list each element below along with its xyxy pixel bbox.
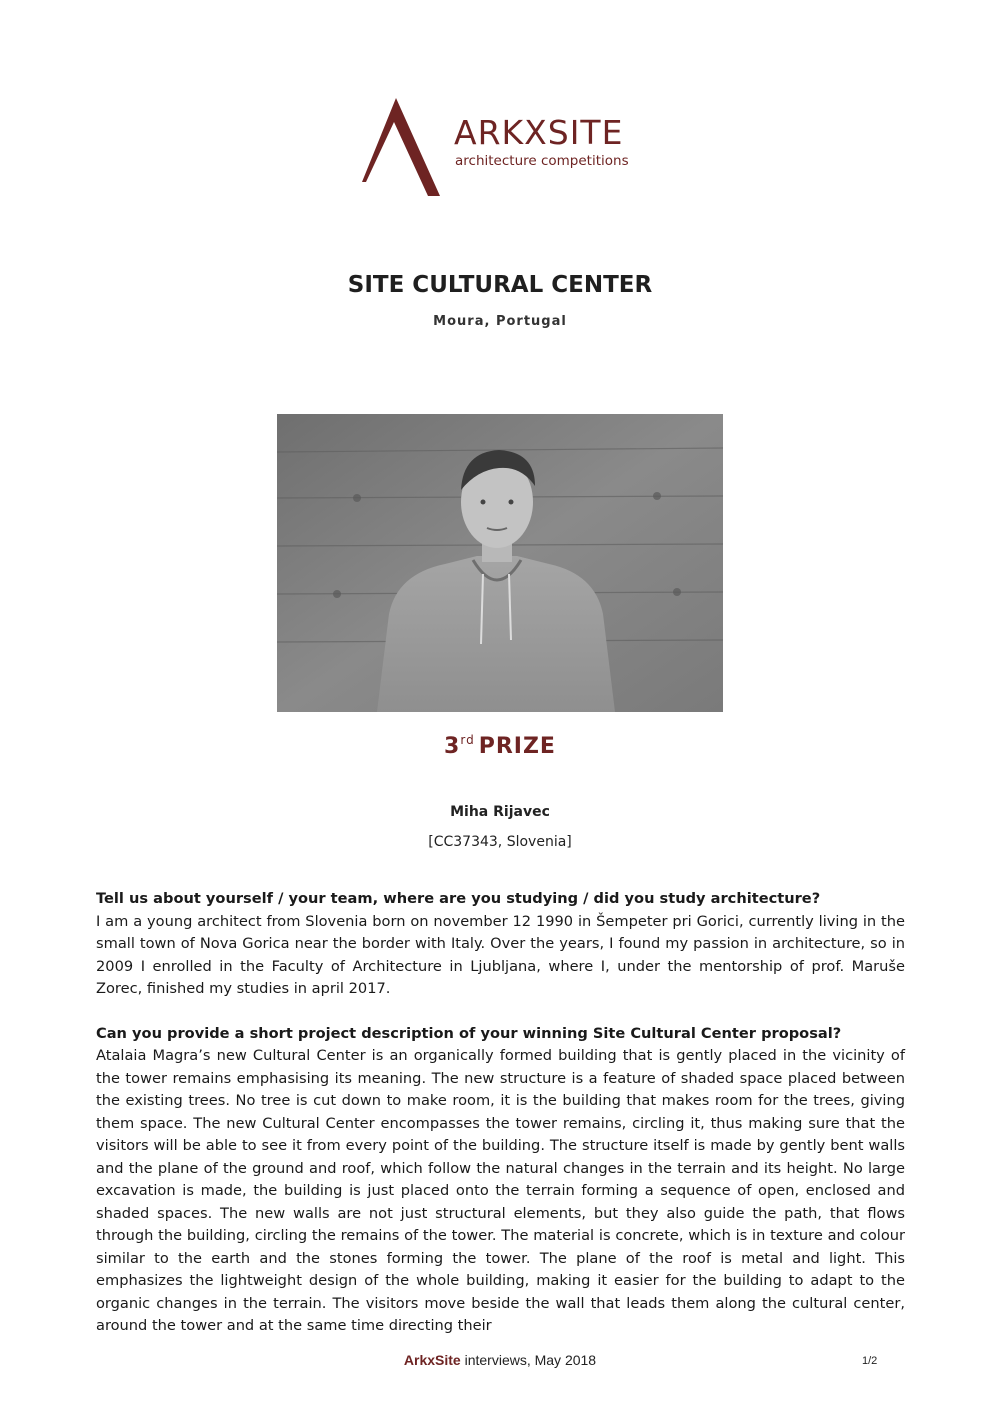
prize-suffix: rd [460,733,475,747]
question-2: Can you provide a short project description of your winning Site Cultural Center proposal? [96,1024,842,1042]
portrait-photo [277,414,723,712]
page-footer [0,1352,1000,1368]
prize-heading [0,733,1000,759]
footer-text: interviews, May 2018 [460,1352,597,1368]
footer-brand: ArkxSite [403,1352,461,1368]
page-title: SITE CULTURAL CENTER [347,272,653,298]
logo-tagline: architecture competitions [455,153,629,169]
interview-body [96,888,905,1360]
page-number: 1/2 [862,1355,878,1367]
portrait-photo-icon [277,414,723,712]
prize-number: 3 [444,734,461,759]
arkxsite-logo [358,96,648,200]
winner-id-country: [CC37343, Slovenia] [428,834,572,850]
location-subtitle: Moura, Portugal [433,314,567,329]
logo-brand: ARKXSITE [454,113,624,152]
logo-a-mark-icon [358,96,448,200]
prize-label: PRIZE [478,734,556,759]
winner-name: Miha Rijavec [450,804,550,820]
answer-1: I am a young architect from Slovenia born on november 12 1990 in Šempeter pri Gorici, currently living in the small town of Nova Gorica near the border with Italy. Over the years, I found my passion in architecture, so in 2009 I enrolled in the Faculty of Architecture in Ljubljana, where I, under the mentorship of prof. Maruše Zorec, finished my studies in april 2017. [96,912,905,997]
question-1: Tell us about yourself / your team, where are you studying / did you study architecture? [96,890,821,907]
answer-2: Atalaia Magra’s new Cultural Center is an organically formed building that is gently placed in the vicinity of the tower remains emphasising its meaning. The new structure is a feature of shaded space placed between the existing trees. No tree is cut down to make room, it is the building that makes room for the trees, giving them space. The new Cultural Center encompasses the tower remains, circling it, thus making sure that the visitors will be able to see it from every point of the building. The structure itself is made by gently bent walls and the plane of the ground and roof, which follow the natural changes in the terrain and its height. No large excavation is made, the building is just placed onto the terrain forming a sequence of open, enclosed and shaded spaces. The new walls are not just structural elements, but they also guide the path, that flows through the building, circling the remains of the tower. The material is concrete, which is in texture and colour similar to the earth and the stones forming the tower. The plane of the roof is metal and light. This emphasizes the lightweight design of the whole building, making it easier for the building to adapt to the organic changes in the terrain. The visitors move beside the wall that leads them along the cultural center, around the tower and at the same time directing their [96,1047,905,1334]
